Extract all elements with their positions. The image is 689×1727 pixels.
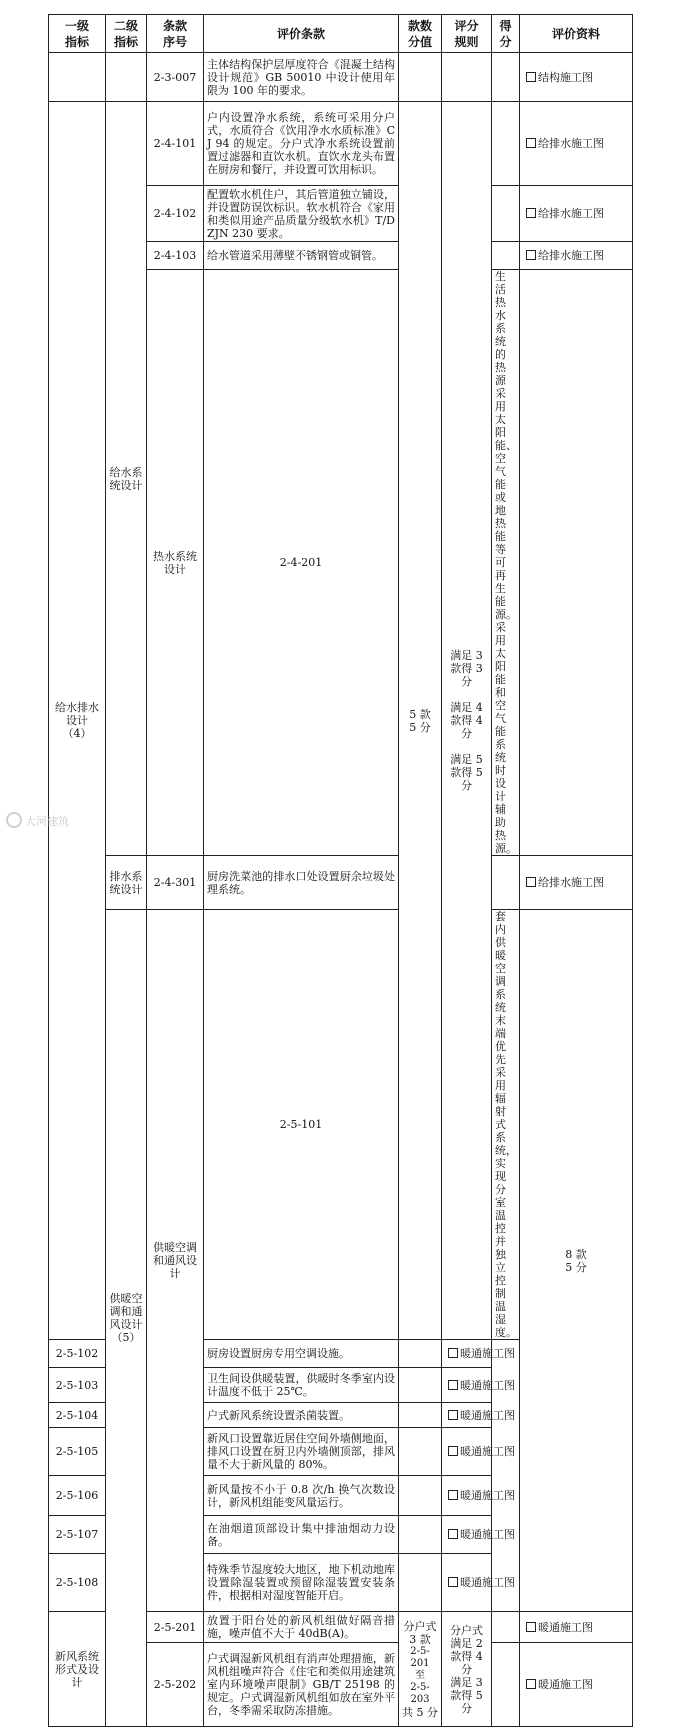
clause-text: 特殊季节湿度较大地区，地下机动地库设置除湿装置或预留除湿装置安装条件，根据相对湿度智能开启。 [204, 1554, 399, 1612]
table-row [49, 910, 633, 1340]
checkbox-icon[interactable] [526, 250, 536, 260]
points-hvac: 8 款 5 分 [520, 910, 633, 1612]
clause-text: 生活热水系统的热源采用太阳能、空气能或地热能等可再生能源。采用太阳能和空气能系统时设计辅助热源。 [492, 270, 520, 856]
reference-cell: 给排水施工图 [520, 856, 633, 910]
checkbox-icon[interactable] [448, 1348, 458, 1358]
header-row [49, 15, 633, 53]
clause-code: 2-5-202 [147, 1643, 204, 1727]
level2-cell [106, 53, 147, 102]
rule-fresh-air: 分户式 满足 2 款得 4 分 满足 3 款得 5 分 [442, 1612, 492, 1727]
points-fresh-air-count: 分户式 3 款 [403, 1619, 437, 1646]
reference-cell: 暖通施工图 [442, 1554, 492, 1612]
score-cell [399, 1340, 442, 1368]
clause-code: 2-5-105 [49, 1428, 106, 1476]
score-cell [399, 1476, 442, 1516]
reference-cell: 暖通施工图 [520, 1612, 633, 1643]
reference-cell: 给排水施工图 [520, 102, 633, 186]
clause-code: 2-5-102 [49, 1340, 106, 1368]
clause-text: 厨房洗菜池的排水口处设置厨余垃圾处理系统。 [204, 856, 399, 910]
watermark-logo-icon [6, 812, 22, 828]
checkbox-icon[interactable] [526, 877, 536, 887]
level2-drain: 排水系统设计 [106, 856, 147, 910]
score-cell [492, 1612, 520, 1643]
reference-cell: 给排水施工图 [520, 186, 633, 242]
clause-code: 2-3-007 [147, 53, 204, 102]
reference-cell: 暖通施工图 [442, 1403, 492, 1428]
reference-cell: 结构施工图 [520, 53, 633, 102]
table-row [49, 102, 633, 186]
level2-supply: 给水系统设计 [106, 102, 147, 856]
reference-cell: 暖通施工图 [442, 1516, 492, 1554]
reference-cell: 暖通施工图 [442, 1428, 492, 1476]
clause-text: 套内供暖空调系统末端优先采用辐射式系统，实现分室温控并独立控制温湿度。 [492, 910, 520, 1340]
score-cell [399, 1428, 442, 1476]
clause-code: 2-4-103 [147, 242, 204, 270]
clause-text: 主体结构保护层厚度符合《混凝土结构设计规范》GB 50010 中设计使用年限为 100 年的要求。 [204, 53, 399, 102]
clause-text: 给水管道采用薄壁不锈钢管或铜管。 [204, 242, 399, 270]
table-row [49, 53, 633, 102]
table-row [49, 856, 633, 910]
level2-hot: 热水系统设计 [147, 270, 204, 856]
clause-code: 2-5-201 [147, 1612, 204, 1643]
checkbox-icon[interactable] [526, 72, 536, 82]
points-fresh-air-range: 2-5-201 至 2-5-203 [410, 1645, 430, 1705]
clause-text: 户式新风系统设置杀菌装置。 [204, 1403, 399, 1428]
clause-text: 户式调湿新风机组有消声处理措施，新风机组噪声符合《住宅和类似用途建筑室内环境噪声限制》GB/T 25198 的规定。户式调湿新风机组如放在室外平台，冬季需采取防冻措施。 [204, 1643, 399, 1727]
clause-code: 2-4-201 [204, 270, 399, 856]
header-rule: 评分 规则 [442, 15, 492, 53]
clause-code: 2-5-101 [204, 910, 399, 1340]
score-cell [492, 186, 520, 242]
header-points: 款数 分值 [399, 15, 442, 53]
clause-text: 在油烟道顶部设计集中排油烟动力设备。 [204, 1516, 399, 1554]
header-level1: 一级 指标 [49, 15, 106, 53]
checkbox-icon[interactable] [448, 1446, 458, 1456]
clause-code: 2-4-101 [147, 102, 204, 186]
clause-code: 2-5-107 [49, 1516, 106, 1554]
checkbox-icon[interactable] [526, 1679, 536, 1689]
checkbox-icon[interactable] [526, 138, 536, 148]
clause-code: 2-5-104 [49, 1403, 106, 1428]
score-cell [492, 1643, 520, 1727]
points-cell [399, 53, 442, 102]
clause-text: 户内设置净水系统，系统可采用分户式，水质符合《饮用净水水质标准》CJ 94 的规定。分户式净水系统设置前置过滤器和直饮水机。直饮水龙头布置在厨房和餐厅，并设置可饮用标识。 [204, 102, 399, 186]
reference-cell: 暖通施工图 [520, 1643, 633, 1727]
clause-text: 新风量按不小于 0.8 次/h 换气次数设计，新风机组能变风量运行。 [204, 1476, 399, 1516]
clause-text: 放置于阳台处的新风机组做好隔音措施，噪声值不大于 40dB(A)。 [204, 1612, 399, 1643]
score-cell [492, 53, 520, 102]
rule-water: 满足 3 款得 3 分 满足 4 款得 4 分 满足 5 款得 5 分 [442, 102, 492, 1340]
header-level2: 二级 指标 [106, 15, 147, 53]
clause-code: 2-4-301 [147, 856, 204, 910]
checkbox-icon[interactable] [448, 1529, 458, 1539]
checkbox-icon[interactable] [526, 208, 536, 218]
header-reference: 评价资料 [520, 15, 633, 53]
clause-text: 配置软水机住户，其后管道独立铺设，并设置防误饮标识。软水机符合《家用和类似用途产品质量分级软水机》T/DZJN 230 要求。 [204, 186, 399, 242]
level1-cell [49, 53, 106, 102]
points-fresh-air-total: 共 5 分 [402, 1705, 438, 1719]
clause-text: 新风口设置靠近居住空间外墙侧地面，排风口设置在厨卫内外墙侧顶部，排风量不大于新风量的 80%。 [204, 1428, 399, 1476]
header-score: 得 分 [492, 15, 520, 53]
score-cell [492, 856, 520, 910]
score-cell [399, 1403, 442, 1428]
score-cell [399, 1516, 442, 1554]
reference-cell: 给排水施工图 [520, 242, 633, 270]
score-cell [520, 270, 633, 856]
checkbox-icon[interactable] [448, 1380, 458, 1390]
checkbox-icon[interactable] [448, 1410, 458, 1420]
checkbox-icon[interactable] [448, 1490, 458, 1500]
evaluation-table [48, 14, 633, 1727]
score-cell [492, 102, 520, 186]
checkbox-icon[interactable] [448, 1577, 458, 1587]
clause-text: 卫生间设供暖装置，供暖时冬季室内设计温度不低于 25℃。 [204, 1368, 399, 1403]
score-cell [399, 1554, 442, 1612]
header-code: 条款 序号 [147, 15, 204, 53]
header-clause: 评价条款 [204, 15, 399, 53]
score-cell [399, 1368, 442, 1403]
clause-code: 2-5-108 [49, 1554, 106, 1612]
checkbox-icon[interactable] [526, 1622, 536, 1632]
clause-text: 厨房设置厨房专用空调设施。 [204, 1340, 399, 1368]
level2-hvac-design: 供暖空调和通风设计 [147, 910, 204, 1612]
score-cell [492, 242, 520, 270]
reference-cell: 暖通施工图 [442, 1340, 492, 1368]
rule-cell [442, 53, 492, 102]
reference-cell: 暖通施工图 [442, 1476, 492, 1516]
clause-code: 2-4-102 [147, 186, 204, 242]
watermark: 大河建筑 [6, 812, 69, 829]
clause-code: 2-5-106 [49, 1476, 106, 1516]
level2-fresh-air: 新风系统形式及设计 [49, 1612, 106, 1727]
level1-hvac: 供暖空调和通风设计 （5） [106, 910, 147, 1727]
reference-cell: 暖通施工图 [442, 1368, 492, 1403]
points-fresh-air [399, 1612, 442, 1727]
clause-code: 2-5-103 [49, 1368, 106, 1403]
level1-water: 给水排水设计 （4） [49, 102, 106, 1340]
points-water: 5 款 5 分 [399, 102, 442, 1340]
